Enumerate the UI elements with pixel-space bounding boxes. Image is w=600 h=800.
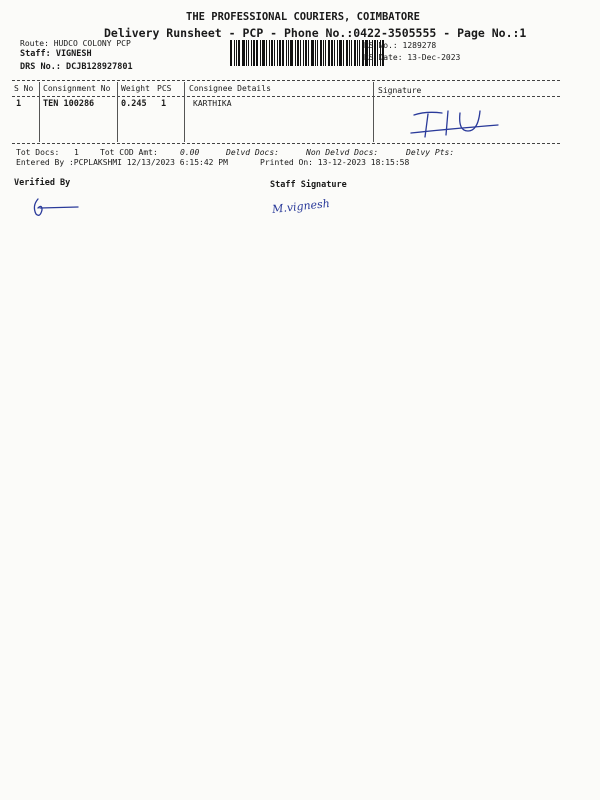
verified-by-label: Verified By (14, 178, 71, 188)
barcode-bar (359, 40, 360, 66)
non-delvd-docs-label: Non Delvd Docs: (306, 148, 379, 157)
barcode-bar (251, 40, 252, 66)
cell-consignee: KARTHIKA (193, 99, 232, 108)
cod-value: 0.00 (180, 148, 200, 157)
barcode-bar (242, 40, 245, 66)
barcode-bar (311, 40, 314, 66)
barcode-bar (234, 40, 235, 66)
runsheet-subtitle: Delivery Runsheet - PCP - Phone No.:0422-3505555 - Page No.:1 (104, 26, 527, 40)
barcode-bar (337, 40, 338, 66)
entered-by: Entered By :PCPLAKSHMI 12/13/2023 6:15:42 PM (16, 158, 228, 167)
col-divider (184, 82, 185, 142)
barcode-bar (286, 40, 287, 66)
barcode-bar (288, 40, 289, 66)
consignee-signature-mark (408, 105, 503, 141)
barcode-bar (266, 40, 267, 66)
barcode (230, 40, 385, 66)
delvy-pts-label: Delvy Pts: (406, 148, 455, 157)
staff-signature-label: Staff Signature (270, 180, 347, 190)
barcode-bar (236, 40, 237, 66)
barcode-bar (271, 40, 273, 66)
barcode-bar (290, 40, 293, 66)
barcode-bar (349, 40, 350, 66)
barcode-bar (260, 40, 261, 66)
rs-date: RS Date: 13-Dec-2023 (364, 53, 461, 62)
delvd-docs-label: Delvd Docs: (226, 148, 279, 157)
barcode-bar (331, 40, 333, 66)
barcode-bar (343, 40, 344, 66)
barcode-bar (317, 40, 318, 66)
barcode-bar (305, 40, 307, 66)
barcode-bar (238, 40, 240, 66)
barcode-bar (351, 40, 352, 66)
staff-text: Staff: VIGNESH (20, 49, 92, 59)
col-divider (117, 82, 118, 142)
staff-signature-mark (270, 194, 360, 216)
col-header-consignment: Consignment No (43, 84, 111, 93)
company-title: THE PROFESSIONAL COURIERS, COIMBATORE (186, 11, 420, 23)
barcode-bar (256, 40, 258, 66)
barcode-bar (315, 40, 316, 66)
barcode-bar (297, 40, 299, 66)
col-header-consignee: Consignee Details (189, 84, 271, 93)
table-bottom-rule (12, 143, 560, 144)
tot-docs-value: 1 (74, 148, 79, 157)
barcode-bar (279, 40, 281, 66)
svg-text:M.vignesh: M.vignesh (271, 196, 331, 216)
barcode-bar (334, 40, 335, 66)
col-header-signature: Signature (378, 86, 422, 95)
tot-docs-label: Tot Docs: (16, 148, 60, 157)
table-header-rule (12, 96, 560, 97)
col-divider (373, 82, 374, 142)
barcode-bar (339, 40, 342, 66)
cell-pcs: 1 (161, 99, 167, 109)
cod-label: Tot COD Amt: (100, 148, 158, 157)
barcode-bar (246, 40, 247, 66)
barcode-bar (282, 40, 284, 66)
cell-consignment: TEN 100286 (43, 99, 95, 109)
barcode-bar (269, 40, 270, 66)
barcode-bar (253, 40, 255, 66)
barcode-bar (320, 40, 322, 66)
route-text: Route: HUDCO COLONY PCP (20, 39, 131, 48)
barcode-bar (230, 40, 232, 66)
drs-number: DRS No.: DCJB128927801 (20, 62, 133, 72)
verified-by-signature-mark (30, 196, 85, 220)
barcode-bar (300, 40, 301, 66)
table-top-rule (12, 80, 560, 81)
barcode-bar (303, 40, 304, 66)
barcode-bar (277, 40, 278, 66)
barcode-bar (308, 40, 309, 66)
barcode-bar (248, 40, 249, 66)
cell-sno: 1 (16, 99, 22, 109)
col-header-sno: S No (14, 84, 34, 93)
col-divider (39, 82, 40, 142)
col-header-pcs: PCS (157, 84, 172, 93)
barcode-bar (357, 40, 358, 66)
barcode-bar (323, 40, 324, 66)
barcode-bar (262, 40, 265, 66)
barcode-bar (274, 40, 275, 66)
printed-on: Printed On: 13-12-2023 18:15:58 (260, 158, 410, 167)
barcode-bar (328, 40, 330, 66)
barcode-bar (346, 40, 348, 66)
barcode-bar (295, 40, 296, 66)
barcode-bar (354, 40, 356, 66)
rs-number: RS No.: 1289278 (364, 41, 437, 50)
col-header-weight: Weight (121, 84, 150, 93)
cell-weight: 0.245 (121, 99, 147, 109)
barcode-bar (325, 40, 326, 66)
